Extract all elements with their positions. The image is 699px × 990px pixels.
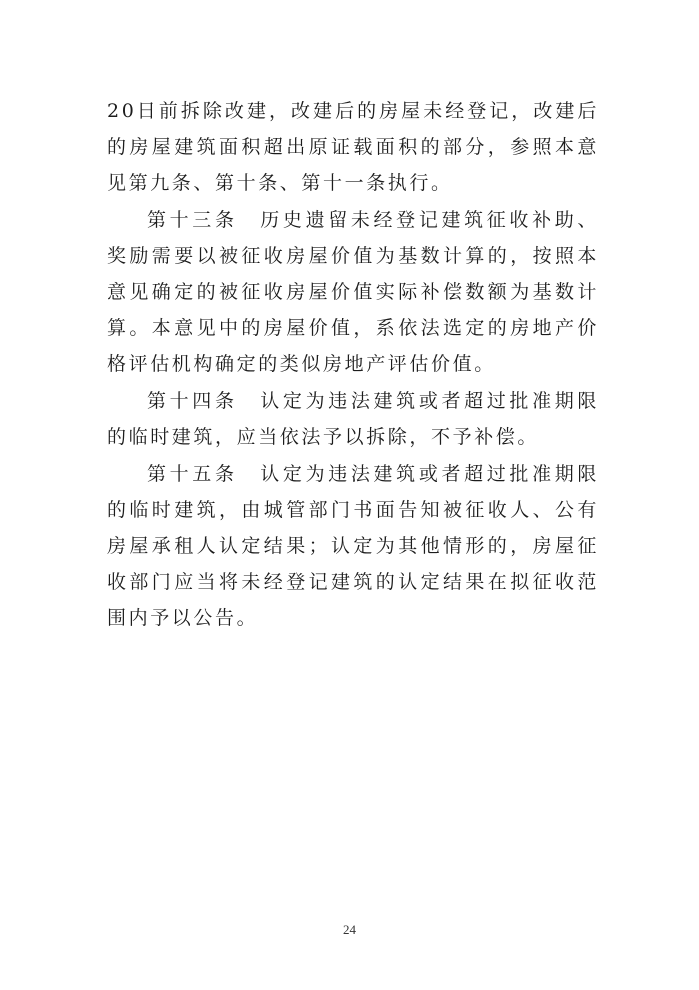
paragraph-article-15: 第十五条 认定为违法建筑或者超过批准期限的临时建筑，由城管部门书面告知被征收人、公有房屋承租人认定结果；认定为其他情形的，房屋征收部门应当将未经登记建筑的认定结果在拟征收范围内予以公告。 <box>107 463 599 629</box>
page-number: 24 <box>343 922 356 937</box>
paragraph-continuation: 20日前拆除改建，改建后的房屋未经登记，改建后的房屋建筑面积超出原证载面积的部分，参照本意见第九条、第十条、第十一条执行。 <box>107 100 599 194</box>
paragraph-article-14: 第十四条 认定为违法建筑或者超过批准期限的临时建筑，应当依法予以拆除，不予补偿。 <box>107 390 599 448</box>
document-body <box>107 93 599 637</box>
paragraph-article-13: 第十三条 历史遗留未经登记建筑征收补助、奖励需要以被征收房屋价值为基数计算的，按照本意见确定的被征收房屋价值实际补偿数额为基数计算。本意见中的房屋价值，系依法选定的房地产价格评估机构确定的类似房地产评估价值。 <box>107 209 599 375</box>
